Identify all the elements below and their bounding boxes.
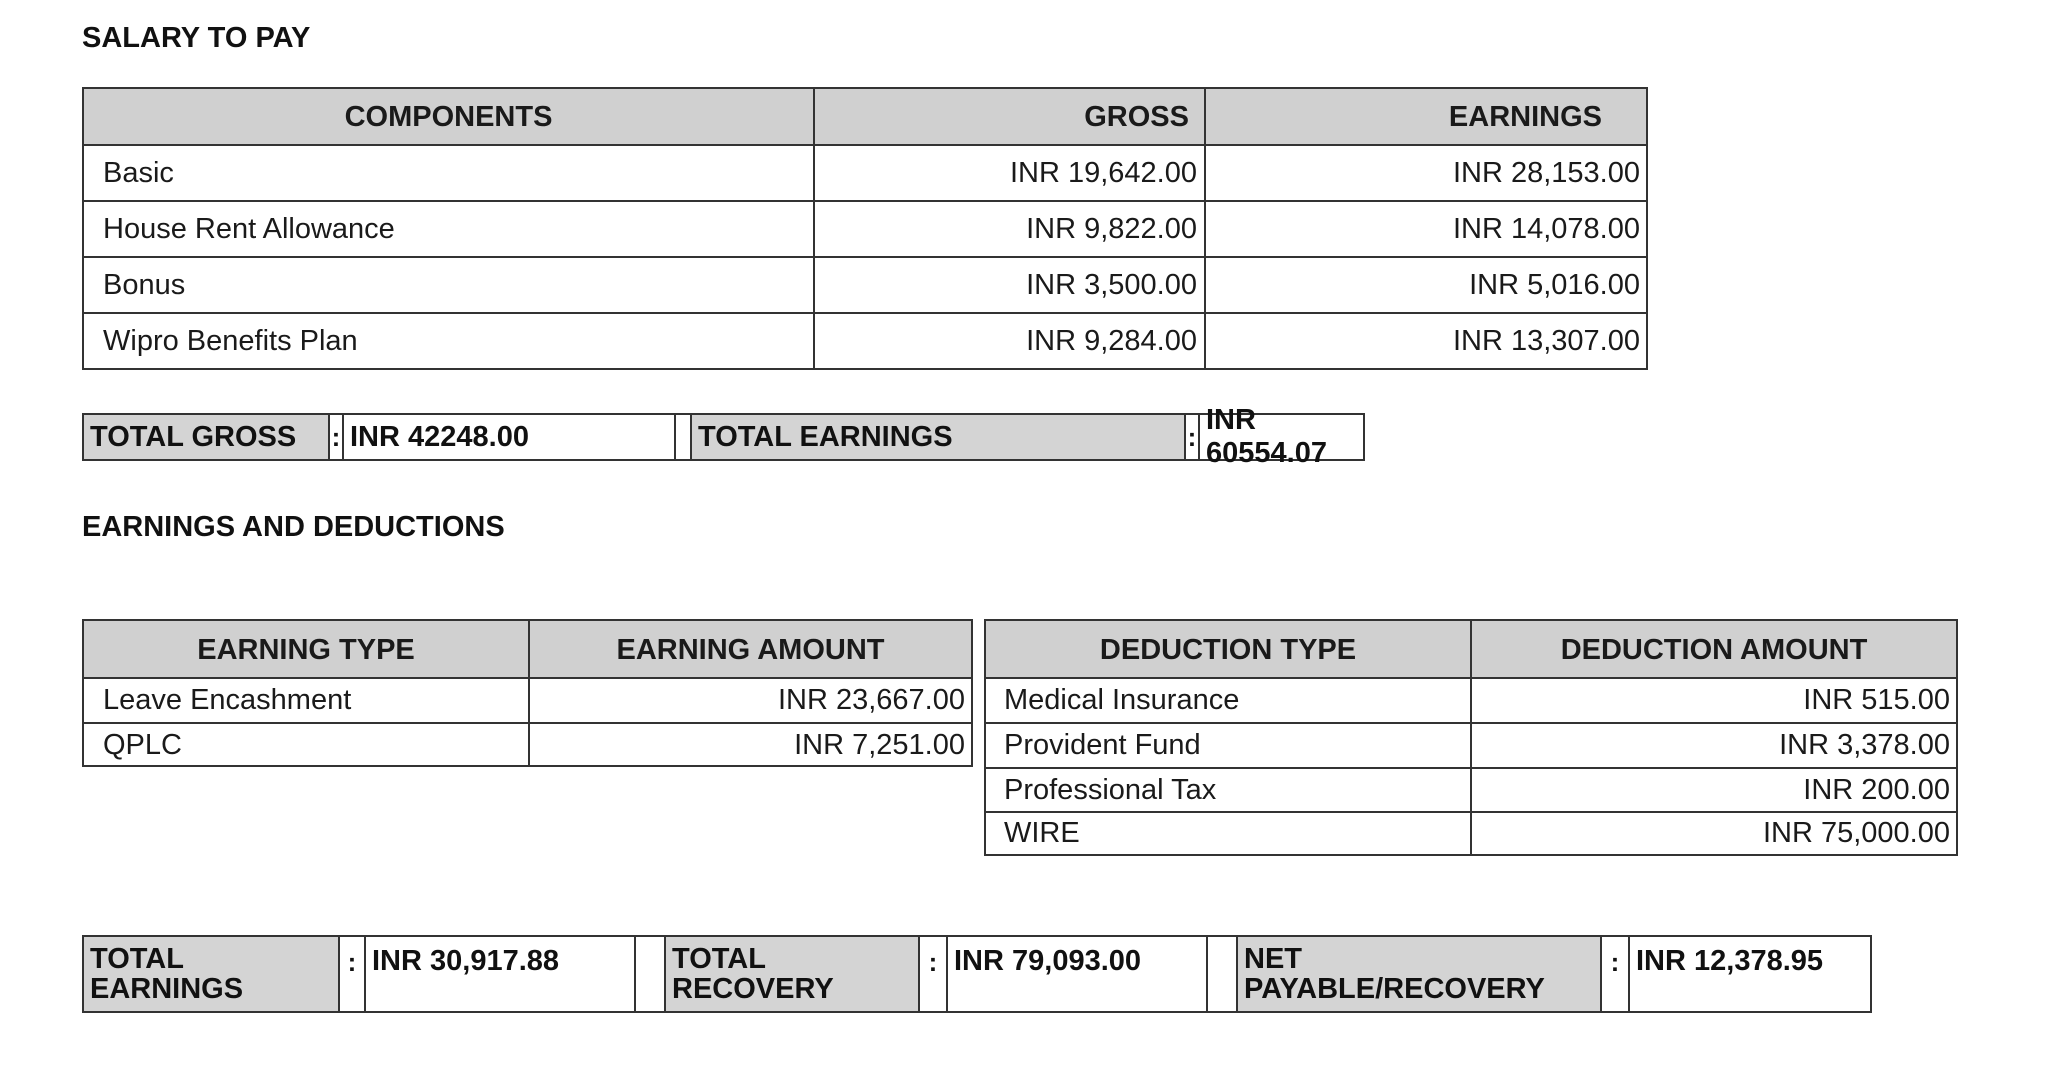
- separator: :: [328, 415, 344, 459]
- header-deduction-amount: DEDUCTION AMOUNT: [1560, 633, 1868, 666]
- divider: [1206, 937, 1238, 1011]
- component-earnings: INR 14,078.00: [1452, 212, 1640, 245]
- component-gross: INR 3,500.00: [1026, 268, 1197, 301]
- deductions-table: [984, 619, 1958, 856]
- deduction-type: Provident Fund: [1004, 729, 1201, 761]
- deduction-amount: INR 200.00: [1803, 773, 1950, 806]
- salary-components-table: [82, 87, 1648, 370]
- label-line: NET: [1244, 942, 1302, 975]
- label-line: TOTAL: [672, 942, 766, 975]
- deduction-amount: INR 3,378.00: [1779, 729, 1950, 761]
- component-name: House Rent Allowance: [103, 212, 395, 245]
- total-earnings-value: INR 60554.07: [1206, 404, 1327, 469]
- salary-heading: SALARY TO PAY: [82, 22, 311, 54]
- deduction-type: Professional Tax: [1004, 773, 1217, 806]
- label-line: EARNINGS: [90, 973, 244, 1005]
- net-payable-value: INR 12,378.95: [1636, 945, 1824, 977]
- net-payable-label: [1238, 937, 1600, 1011]
- component-gross: INR 9,284.00: [1026, 324, 1197, 357]
- component-gross: INR 19,642.00: [1009, 156, 1197, 189]
- total-gross-label: TOTAL GROSS: [84, 415, 328, 459]
- header-earning-amount: EARNING AMOUNT: [616, 633, 885, 666]
- separator: :: [338, 937, 366, 1011]
- component-name: Bonus: [103, 268, 186, 301]
- total-earnings-label: TOTAL EARNINGS: [692, 415, 1184, 459]
- deduction-amount: INR 75,000.00: [1762, 817, 1950, 849]
- earnings-table: [82, 619, 973, 767]
- deduction-type: Medical Insurance: [1004, 684, 1240, 716]
- component-earnings: INR 28,153.00: [1452, 156, 1640, 189]
- component-name: Wipro Benefits Plan: [103, 324, 358, 357]
- component-earnings: INR 13,307.00: [1452, 324, 1640, 357]
- deduction-amount: INR 515.00: [1803, 684, 1950, 716]
- divider: [674, 415, 692, 459]
- earning-amount: INR 7,251.00: [794, 728, 965, 761]
- divider: [634, 937, 666, 1011]
- label-line: RECOVERY: [672, 973, 834, 1005]
- separator: :: [1184, 415, 1200, 459]
- earning-type: Leave Encashment: [103, 684, 352, 716]
- salary-totals-bar: [82, 404, 1365, 469]
- component-gross: INR 9,822.00: [1026, 212, 1197, 245]
- earning-type: QPLC: [103, 728, 182, 761]
- label-line: TOTAL: [90, 942, 184, 975]
- total-recovery-value: INR 79,093.00: [954, 945, 1142, 977]
- deduction-type: WIRE: [1004, 817, 1080, 849]
- header-gross: GROSS: [1084, 101, 1189, 133]
- component-earnings: INR 5,016.00: [1469, 268, 1640, 301]
- header-earning-type: EARNING TYPE: [197, 633, 415, 666]
- total-gross-value: INR 42248.00: [350, 420, 529, 453]
- earning-amount: INR 23,667.00: [777, 684, 965, 716]
- total-earnings-label: [84, 937, 338, 1011]
- earnings-deductions-heading: EARNINGS AND DEDUCTIONS: [82, 511, 505, 543]
- total-recovery-label: [666, 937, 918, 1011]
- header-components: COMPONENTS: [344, 101, 553, 133]
- component-name: Basic: [103, 156, 174, 189]
- label-line: PAYABLE/RECOVERY: [1244, 973, 1545, 1005]
- separator: :: [1600, 937, 1630, 1011]
- total-earnings-value: INR 30,917.88: [372, 945, 560, 977]
- header-deduction-type: DEDUCTION TYPE: [1099, 633, 1357, 666]
- header-earnings: EARNINGS: [1448, 101, 1602, 133]
- separator: :: [918, 937, 948, 1011]
- net-totals-bar: [82, 935, 1872, 1013]
